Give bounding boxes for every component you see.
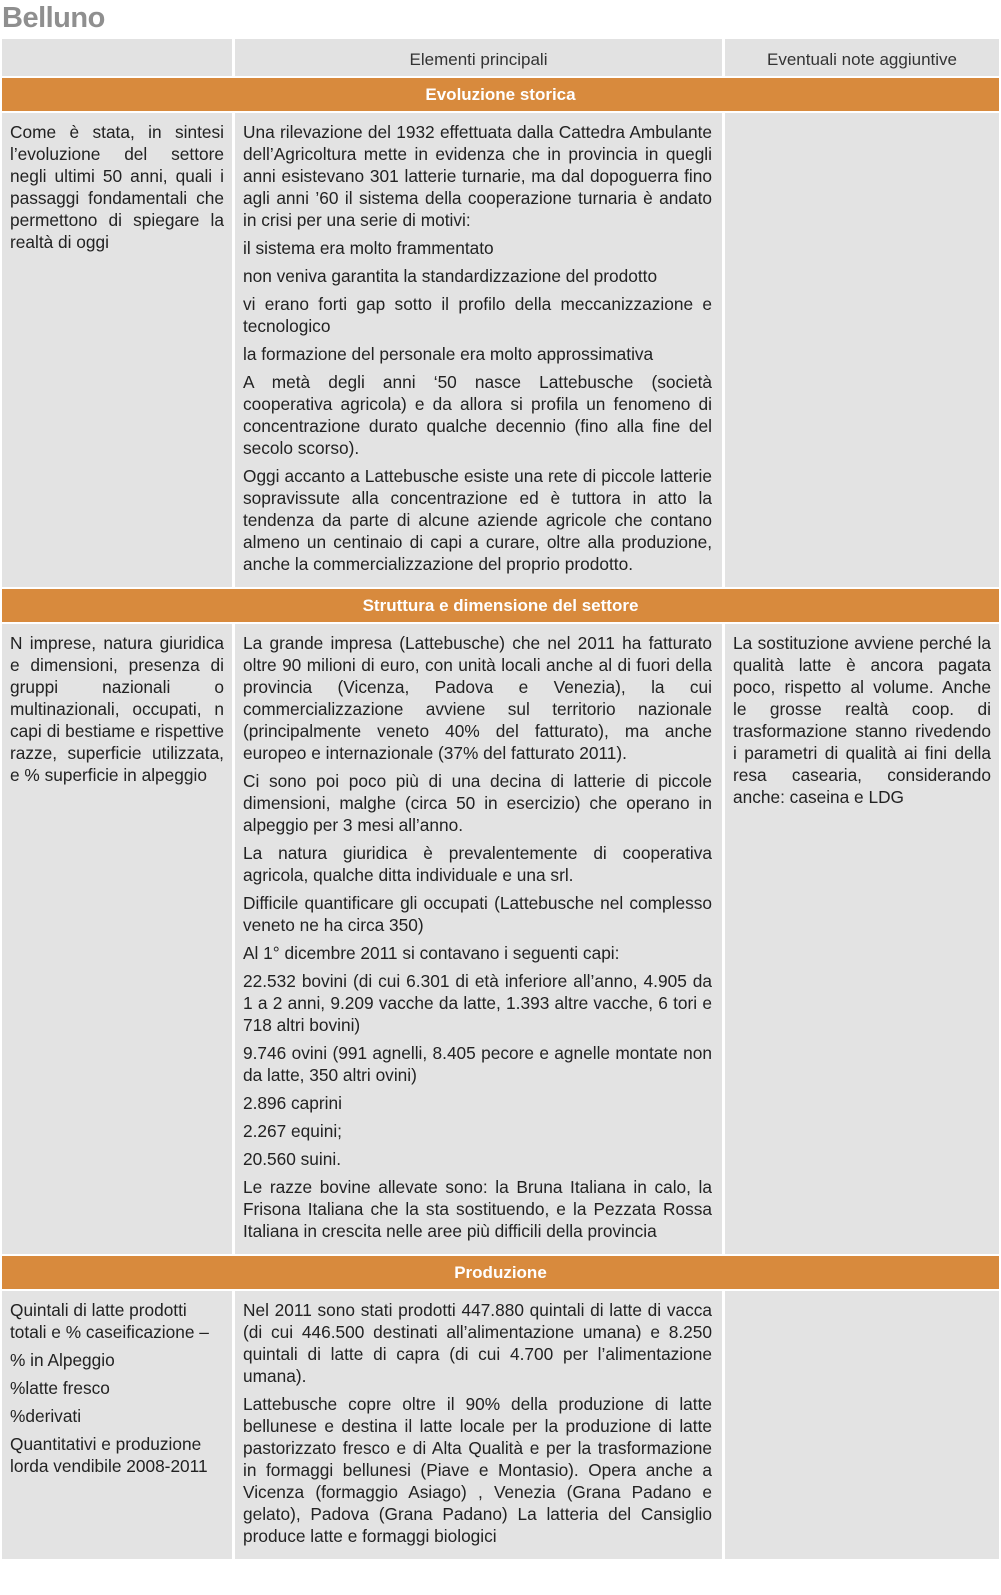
main-content-cell xyxy=(235,622,725,1254)
header-col-main: Elementi principali xyxy=(235,39,725,76)
notes-cell: La sostituzione avviene perché la qualità latte è ancora pagata poco, rispetto al volume. Anche le grosse realtà coop. di trasformazione stanno rivedendo i parametri di qualità ai fini della resa casearia, considerando anche: caseina e LDG xyxy=(725,622,999,1254)
content-paragraph: 2.267 equini; xyxy=(243,1121,342,1141)
row-label-text: Come è stata, in sintesi l’evoluzione del settore negli ultimi 50 anni, quali i passaggi fondamentali che permettono di spiegare la realtà di oggi xyxy=(10,122,224,252)
content-paragraph: non veniva garantita la standardizzazione del prodotto xyxy=(243,266,658,286)
section-content-row xyxy=(2,111,999,587)
page-title: Belluno xyxy=(2,2,105,34)
row-label-text: Quantitativi e produzione lorda vendibile 2008-2011 xyxy=(10,1434,208,1476)
row-label-cell xyxy=(2,1289,235,1559)
content-paragraph: La natura giuridica è prevalentemente di cooperativa agricola, qualche ditta individuale e una srl. xyxy=(243,843,712,885)
info-table xyxy=(2,39,999,1559)
section-heading: Struttura e dimensione del settore xyxy=(2,587,999,622)
section-heading: Evoluzione storica xyxy=(2,76,999,111)
main-content-cell xyxy=(235,111,725,587)
content-paragraph: 9.746 ovini (991 agnelli, 8.405 pecore e agnelle montate non da latte, 350 altri ovini) xyxy=(243,1043,712,1085)
content-paragraph: Nel 2011 sono stati prodotti 447.880 quintali di latte di vacca (di cui 446.500 destinati all’alimentazione umana) e 8.250 quintali di latte di capra (di cui 4.700 per l’alimentazione umana). xyxy=(243,1300,712,1386)
content-paragraph: A metà degli anni ‘50 nasce Lattebusche (società cooperativa agricola) e da allora si profila un fenomeno di concentrazione durato qualche decennio (fino alla fine del secolo scorso). xyxy=(243,372,712,458)
row-label-text: %derivati xyxy=(10,1406,82,1426)
content-paragraph: Oggi accanto a Lattebusche esiste una rete di piccole latterie sopravissute alla concentrazione ed è tuttora in atto la tendenza da parte di alcune aziende agricole che contano almeno un centinaio di capi a curare, oltre alla produzione, anche la commercializzazione del proprio prodotto. xyxy=(243,466,712,574)
section-content-row xyxy=(2,1289,999,1559)
row-label-cell xyxy=(2,111,235,587)
content-paragraph: Una rilevazione del 1932 effettuata dalla Cattedra Ambulante dell’Agricoltura mette in evidenza che in provincia in quegli anni esistevano 301 latterie turnarie, ma dal dopoguerra fino agli anni ’60 il sistema della cooperazione turnaria è andato in crisi per una serie di motivi: xyxy=(243,122,712,230)
section-heading-row xyxy=(2,1254,999,1289)
section-heading-row xyxy=(2,76,999,111)
header-col-label xyxy=(2,39,235,76)
row-label-text: N imprese, natura giuridica e dimensioni, presenza di gruppi nazionali o multinazionali, occupati, n capi di bestiame e rispettive razze, superficie utilizzata, e % superficie in alpeggio xyxy=(10,633,224,785)
row-label-cell xyxy=(2,622,235,1254)
row-label-text: % in Alpeggio xyxy=(10,1350,115,1370)
section-content-row xyxy=(2,622,999,1254)
content-paragraph: Al 1° dicembre 2011 si contavano i seguenti capi: xyxy=(243,943,620,963)
content-paragraph: la formazione del personale era molto approssimativa xyxy=(243,344,654,364)
content-paragraph: il sistema era molto frammentato xyxy=(243,238,494,258)
content-paragraph: La grande impresa (Lattebusche) che nel 2011 ha fatturato oltre 90 milioni di euro, con unità locali anche al di fuori della provincia (Vicenza, Padova e Venezia), la cui commercializzazione avviene sul territorio nazionale (principalmente veneto 40% del fatturato), ma anche europeo e internazionale (37% del fatturato 2011). xyxy=(243,633,712,763)
section-heading-row xyxy=(2,587,999,622)
content-paragraph: vi erano forti gap sotto il profilo della meccanizzazione e tecnologico xyxy=(243,294,712,336)
section-heading: Produzione xyxy=(2,1254,999,1289)
content-paragraph: Difficile quantificare gli occupati (Lattebusche nel complesso veneto ne ha circa 350) xyxy=(243,893,712,935)
row-label-text: Quintali di latte prodotti totali e % caseificazione – xyxy=(10,1300,209,1342)
main-content-cell xyxy=(235,1289,725,1559)
notes-cell xyxy=(725,1289,999,1559)
content-paragraph: Ci sono poi poco più di una decina di latterie di piccole dimensioni, malghe (circa 50 in esercizio) che operano in alpeggio per 3 mesi all’anno. xyxy=(243,771,712,835)
content-paragraph: 2.896 caprini xyxy=(243,1093,342,1113)
table-body xyxy=(2,76,999,1559)
row-label-text: %latte fresco xyxy=(10,1378,110,1398)
table-header-row xyxy=(2,39,999,76)
content-paragraph: Lattebusche copre oltre il 90% della produzione di latte bellunese e destina il latte locale per la produzione di latte pastorizzato fresco e di Alta Qualità e per la trasformazione in formaggi bellunesi (Piave e Montasio). Opera anche a Vicenza (formaggio Asiago) , Venezia (Grana Padano e gelato), Padova (Grana Padano) La latteria del Cansiglio produce latte e formaggi biologici xyxy=(243,1394,712,1546)
header-col-notes: Eventuali note aggiuntive xyxy=(725,39,999,76)
notes-cell xyxy=(725,111,999,587)
content-paragraph: 22.532 bovini (di cui 6.301 di età inferiore all’anno, 4.905 da 1 a 2 anni, 9.209 vacche da latte, 1.393 altre vacche, 6 tori e 718 altri bovini) xyxy=(243,971,712,1035)
content-paragraph: 20.560 suini. xyxy=(243,1149,342,1169)
content-paragraph: Le razze bovine allevate sono: la Bruna Italiana in calo, la Frisona Italiana che la sta sostituendo, e la Pezzata Rossa Italiana in crescita nelle aree più difficili della provincia xyxy=(243,1177,712,1241)
